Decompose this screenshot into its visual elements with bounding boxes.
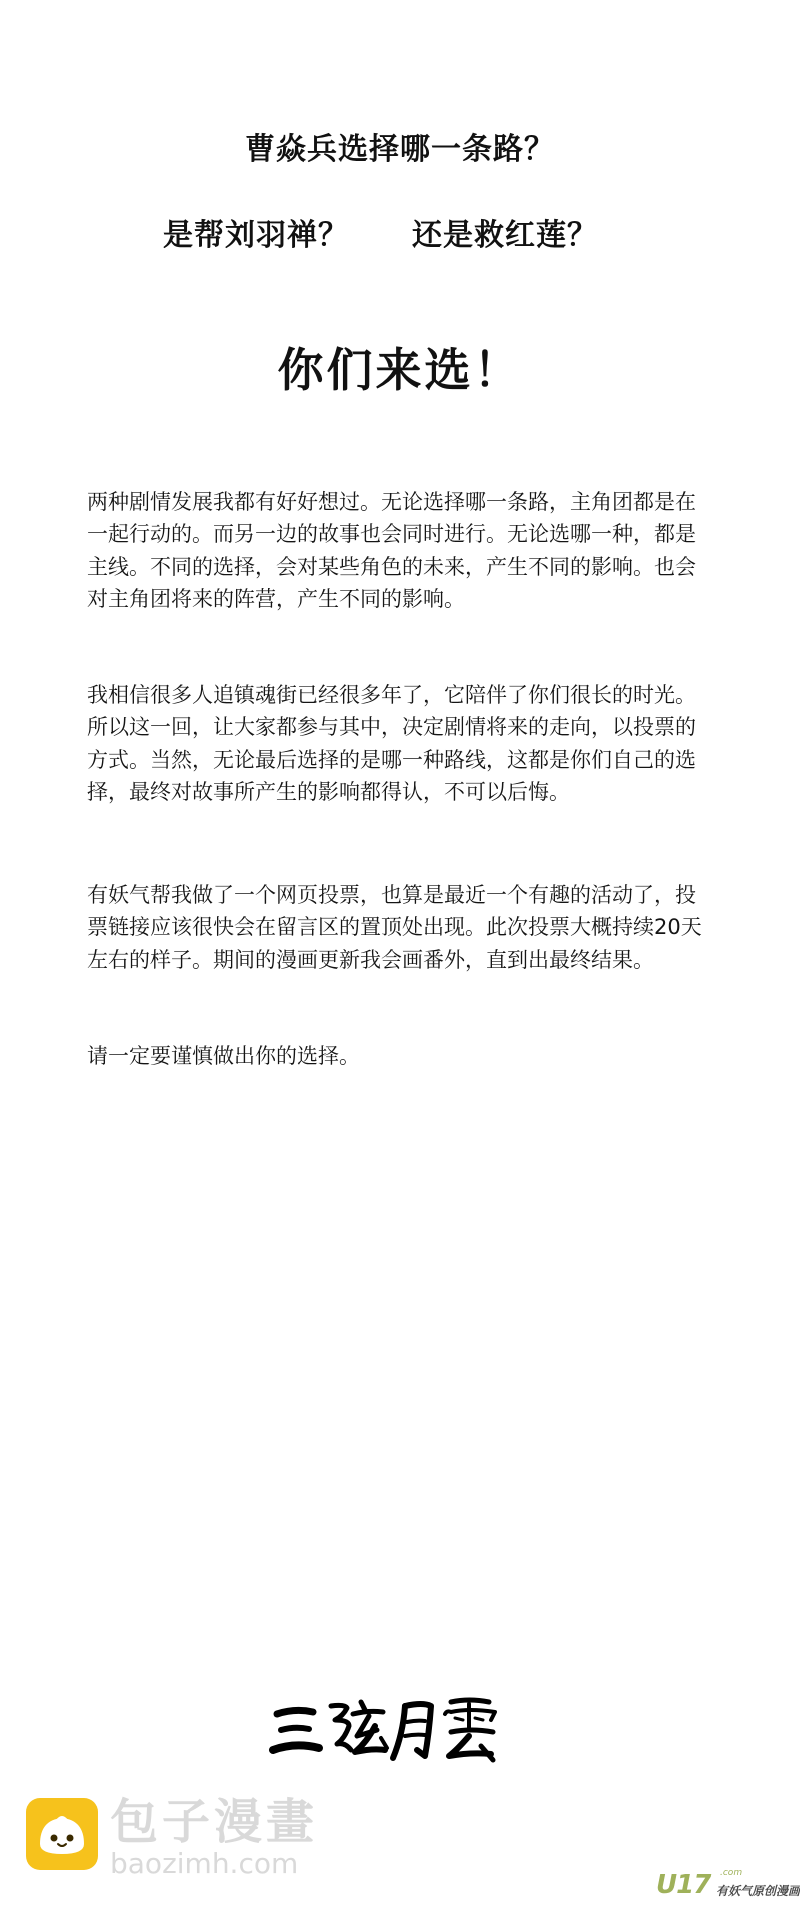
watermark-title: 包子漫畫 xyxy=(110,1794,319,1850)
u17-domain: .com xyxy=(720,1868,743,1878)
question-heading: 曹焱兵选择哪一条路？ xyxy=(245,132,555,167)
u17-logo xyxy=(656,1868,800,1900)
paragraph-1: 两种剧情发展我都有好好想过。无论选择哪一条路，主角团都是在一起行动的。而另一边的故事也会同时进行。无论选哪一种，都是主线。不同的选择，会对某些角色的未来，产生不同的影响。也会对主角团将来的阵营，产生不同的影响。 xyxy=(87,490,696,612)
watermark-url: baozimh.com xyxy=(110,1847,299,1880)
baozi-bun-icon xyxy=(26,1798,98,1870)
u17-slogan: 有妖气原创漫画 xyxy=(716,1884,800,1898)
call-to-action-heading: 你们来选！ xyxy=(277,343,523,397)
option-left-heading: 是帮刘羽禅？ xyxy=(163,218,349,253)
options-row xyxy=(0,210,800,253)
paragraph-2: 我相信很多人追镇魂街已经很多年了，它陪伴了你们很长的时光。所以这一回，让大家都参与其中，决定剧情将来的走向，以投票的方式。当然，无论最后选择的是哪一种路线，这都是你们自己的选择，最终对故事所产生的影响都得认，不可以后悔。 xyxy=(87,683,696,805)
paragraph-4: 请一定要谨慎做出你的选择。 xyxy=(87,1044,360,1068)
paragraph-3: 有妖气帮我做了一个网页投票，也算是最近一个有趣的活动了，投票链接应该很快会在留言区的置顶处出现。此次投票大概持续20天左右的样子。期间的漫画更新我会画番外，直到出最终结果。 xyxy=(87,883,702,972)
u17-logo-text: U17 xyxy=(656,1870,711,1900)
option-right-heading: 还是救红莲？ xyxy=(412,218,598,253)
author-signature xyxy=(265,1690,515,1770)
baozimh-watermark xyxy=(26,1796,326,1880)
svg-text:三弦月雲: 三弦月雲 xyxy=(265,1690,269,1691)
